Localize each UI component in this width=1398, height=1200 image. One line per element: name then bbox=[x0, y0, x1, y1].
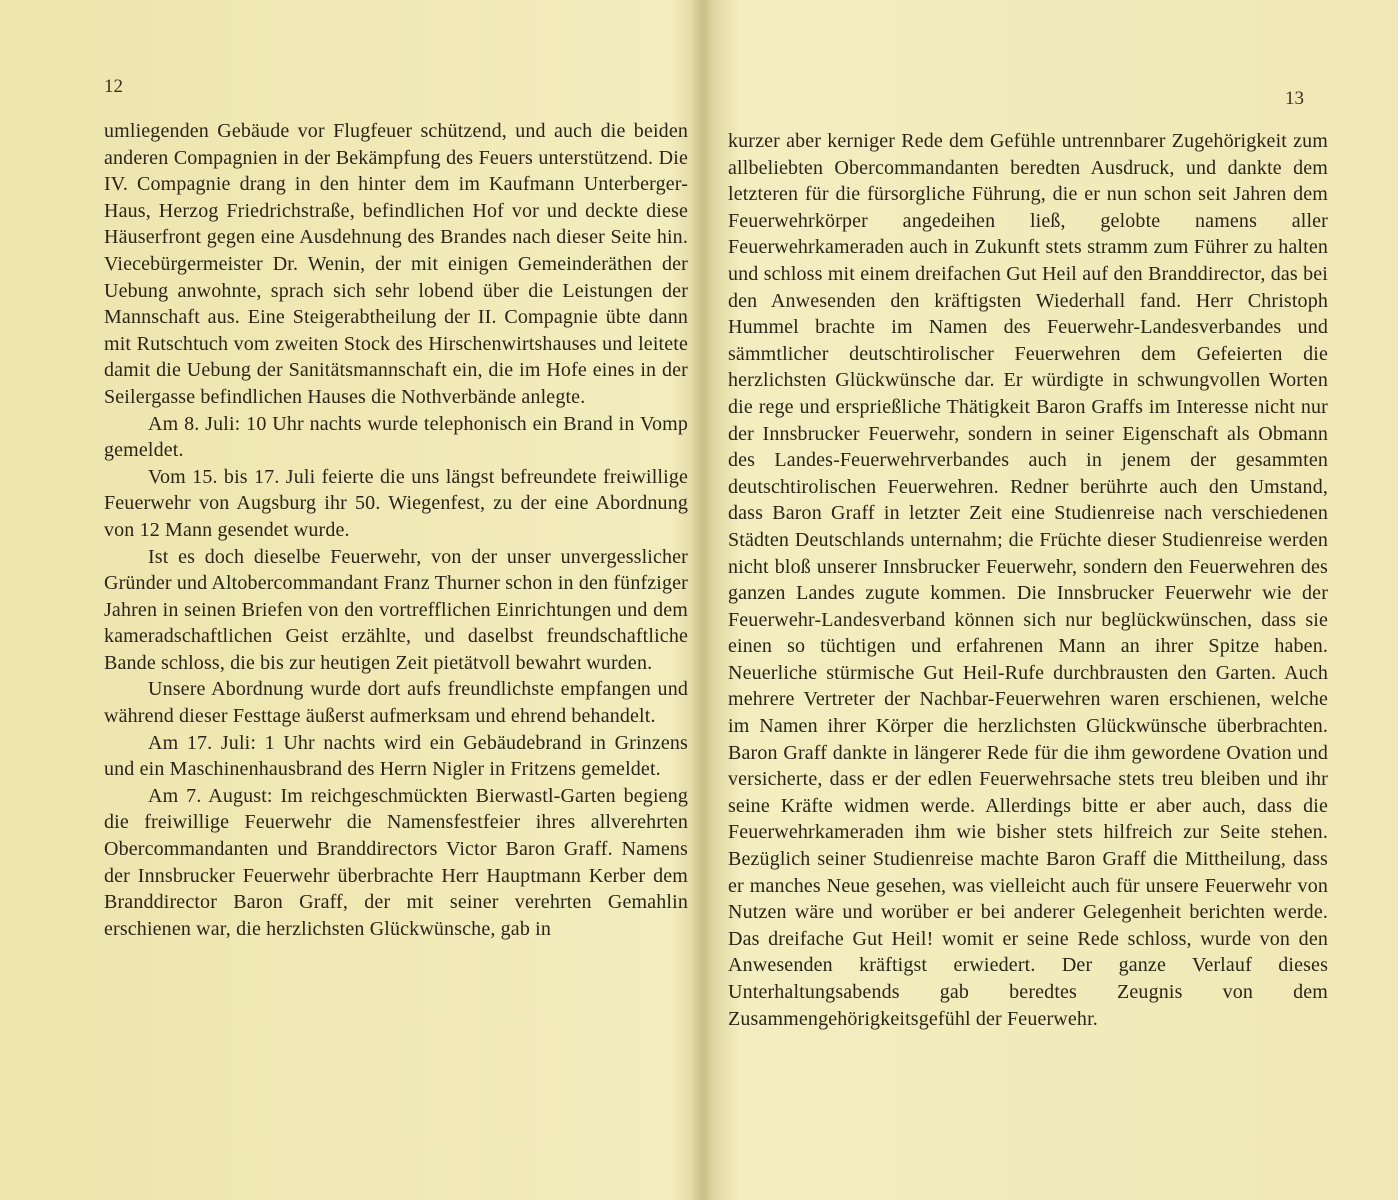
paragraph: kurzer aber kerniger Rede dem Gefühle untrennbarer Zugehörigkeit zum allbeliebten Obercommandanten beredten Ausdruck, und dankte dem letzteren für die fürsorgliche Führung, die er nun schon seit Jahren dem Feuerwehrkörper angedeihen ließ, gelobte namens aller Feuerwehrkameraden auch in Zukunft stets stramm zum Führer zu halten und schloss mit einem dreifachen Gut Heil auf den Branddirector, das bei den Anwesenden den kräftigsten Wiederhall fand. Herr Christoph Hummel brachte im Namen des Feuerwehr-Landesverbandes und sämmtlicher deutschtirolischer Feuerwehren dem Gefeierten die herzlichsten Glückwünsche dar. Er würdigte in schwungvollen Worten die rege und ersprießliche Thätigkeit Baron Graffs im Interesse nicht nur der Innsbrucker Feuerwehr, sondern in seiner Eigenschaft als Obmann des Landes-Feuerwehrverbandes auch in jenem der gesammten deutschtirolischen Feuerwehren. Redner berührte auch den Umstand, dass Baron Graff in letzter Zeit eine Studienreise nach verschiedenen Städten Deutschlands unternahm; die Früchte dieser Studienreise werden nicht bloß unserer Innsbrucker Feuerwehr, sondern den Feuerwehren des ganzen Landes zugute kommen. Die Innsbrucker Feuerwehr wie der Feuerwehr-Landesverband können sich nur beglückwünschen, dass sie einen so tüchtigen und erfahrenen Mann an ihrer Spitze haben. Neuerliche stürmische Gut Heil-Rufe durchbrausten den Garten. Auch mehrere Vertreter der Nachbar-Feuerwehren waren erschienen, welche im Namen ihrer Körper die herzlichsten Glückwünsche überbrachten. Baron Graff dankte in längerer Rede für die ihm gewordene Ovation und versicherte, dass er der edlen Feuerwehrsache stets treu bleiben und ihr seine Kräfte widmen werde. Allerdings bitte er aber auch, dass die Feuerwehrkameraden ihm wie bisher stets hilfreich zur Seite stehen. Bezüglich seiner Studienreise machte Baron Graff die Mittheilung, dass er manches Neue gesehen, was vielleicht auch für unsere Feuerwehr von Nutzen wäre und worüber er bei anderer Gelegenheit berichten werde. Das dreifache Gut Heil! womit er seine Rede schloss, wurde von den Anwesenden kräftigst erwiedert. Der ganze Verlauf dieses Unterhaltungsabends gab beredtes Zeugnis von dem Zusammengehörigkeitsgefühl der Feuerwehr. bbox=[728, 130, 1328, 1030]
book-gutter bbox=[690, 0, 714, 1200]
right-page bbox=[728, 0, 1328, 1200]
page-number-right: 13 bbox=[1285, 88, 1304, 109]
page-number-left: 12 bbox=[104, 76, 123, 97]
paragraph: Am 8. Juli: 10 Uhr nachts wurde telephonisch ein Brand in Vomp gemeldet. bbox=[104, 412, 688, 462]
paragraph: Vom 15. bis 17. Juli feierte die uns längst befreundete freiwillige Feuerwehr von Augsburg ihr 50. Wiegenfest, zu der eine Abordnung von 12 Mann gesendet wurde. bbox=[104, 465, 688, 541]
paragraph: Am 17. Juli: 1 Uhr nachts wird ein Gebäudebrand in Grinzens und ein Maschinenhausbrand des Herrn Nigler in Fritzens gemeldet. bbox=[104, 731, 688, 781]
left-page bbox=[104, 0, 688, 1200]
paragraph: Unsere Abordnung wurde dort aufs freundlichste empfangen und während dieser Festtage äußerst aufmerksam und ehrend behandelt. bbox=[104, 678, 688, 728]
right-page-text bbox=[728, 128, 1328, 1032]
left-page-text bbox=[104, 118, 688, 942]
paragraph: umliegenden Gebäude vor Flugfeuer schützend, und auch die beiden anderen Compagnien in der Bekämpfung des Feuers unterstützend. Die IV. Compagnie drang in den hinter dem im Kaufmann Unterberger-Haus, Herzog Friedrichstraße, befindlichen Hof vor und deckte diese Häuserfront gegen eine Ausdehnung des Brandes nach dieser Seite hin. Viecebürgermeister Dr. Wenin, der mit einigen Gemeinderäthen der Uebung anwohnte, sprach sich sehr lobend über die Leistungen der Mannschaft aus. Eine Steigerabtheilung der II. Compagnie übte dann mit Rutschtuch vom zweiten Stock des Hirschenwirtshauses und leitete damit die Uebung der Sanitätsmannschaft ein, die im Hofe eines in der Seilergasse befindlichen Hauses die Nothverbände anlegte. bbox=[104, 120, 688, 408]
paragraph: Ist es doch dieselbe Feuerwehr, von der unser unvergesslicher Gründer und Altobercommandant Franz Thurner schon in den fünfziger Jahren in seinen Briefen von den vortrefflichen Einrichtungen und dem kameradschaftlichen Geist erzählte, und daselbst freundschaftliche Bande schloss, die bis zur heutigen Zeit pietätvoll bewahrt wurden. bbox=[104, 545, 688, 674]
paragraph: Am 7. August: Im reichgeschmückten Bierwastl-Garten begieng die freiwillige Feuerwehr die Namensfestfeier ihres allverehrten Obercommandanten und Branddirectors Victor Baron Graff. Namens der Innsbrucker Feuerwehr überbrachte Herr Hauptmann Kerber dem Branddirector Baron Graff, der mit seiner verehrten Gemahlin erschienen war, die herzlichsten Glückwünsche, gab in bbox=[104, 784, 688, 940]
